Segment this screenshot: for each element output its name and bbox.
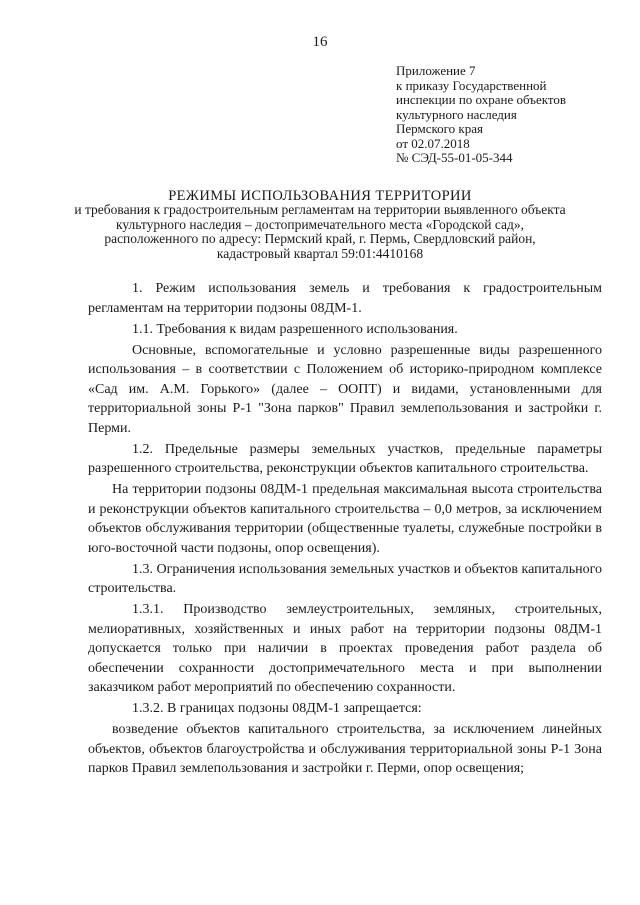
paragraph-1: 1. Режим использования земель и требования к градостроительным регламентам на территории подзоны 08ДМ-1. <box>88 281 602 316</box>
paragraph-prohibited-construction: возведение объектов капитального строительства, за исключением линейных объектов, объектов благоустройства и обслуживания территориальной зоны Р-1 Зона парков Правил землепользования и застройки г. Перми, опор освещения; <box>88 722 602 776</box>
appendix-line: культурного наследия <box>396 106 517 122</box>
document-body <box>88 279 602 780</box>
appendix-line: от 02.07.2018 <box>396 135 470 151</box>
paragraph-1-3-1: 1.3.1. Производство землеустроительных, земляных, строительных, мелиоративных, хозяйственных и иных работ на территории подзоны 08ДМ-1 допускается только при наличии в проектах проведения работ раздела об обеспечении сохранности достопримечательного места и при выполнении заказчиком работ мероприятий по обеспечению сохранности. <box>88 602 602 695</box>
paragraph-permitted-uses: Основные, вспомогательные и условно разрешенные виды разрешенного использования – в соответствии с Положением об историко-природном комплексе «Сад им. А.М. Горького» (далее – ООПТ) и видами, установленными для территориальной зоны Р-1 "Зона парков" Правил землепользования и застройки г. Перми. <box>88 342 602 436</box>
appendix-block <box>396 64 566 166</box>
appendix-line: Приложение 7 <box>396 63 476 78</box>
document-title: РЕЖИМЫ ИСПОЛЬЗОВАНИЯ ТЕРРИТОРИИ <box>168 188 472 204</box>
document-subtitle: и требования к градостроительным регламентам на территории выявленного объекта культурного наследия – достопримечательного места «Городской сад», расположенного по адресу: Пермский край, г. Пермь, Свердловский район, кадастровый квартал 59:01:4410168 <box>74 202 566 261</box>
paragraph-1-3-2: 1.3.2. В границах подзоны 08ДМ-1 запрещается: <box>132 701 422 716</box>
page-number: 16 <box>312 34 328 50</box>
paragraph-height-limit: На территории подзоны 08ДМ-1 предельная максимальная высота строительства и реконструкции объектов капитального строительства – 0,0 метров, за исключением объектов обслуживания территории (общественные туалеты, служебные постройки в юго-восточной части подзоны, опор освещения). <box>88 482 602 556</box>
appendix-line: инспекции по охране объектов <box>396 92 567 107</box>
paragraph-1-1: 1.1. Требования к видам разрешенного использования. <box>132 321 458 337</box>
appendix-line: № СЭД-55-01-05-344 <box>396 150 513 165</box>
appendix-line: к приказу Государственной <box>396 77 547 93</box>
paragraph-1-2: 1.2. Предельные размеры земельных участков, предельные параметры разрешенного строительства, реконструкции объектов капитального строительства. <box>88 441 602 476</box>
paragraph-1-3: 1.3. Ограничения использования земельных участков и объектов капитального строительства. <box>88 561 602 596</box>
appendix-line: Пермского края <box>396 121 483 136</box>
